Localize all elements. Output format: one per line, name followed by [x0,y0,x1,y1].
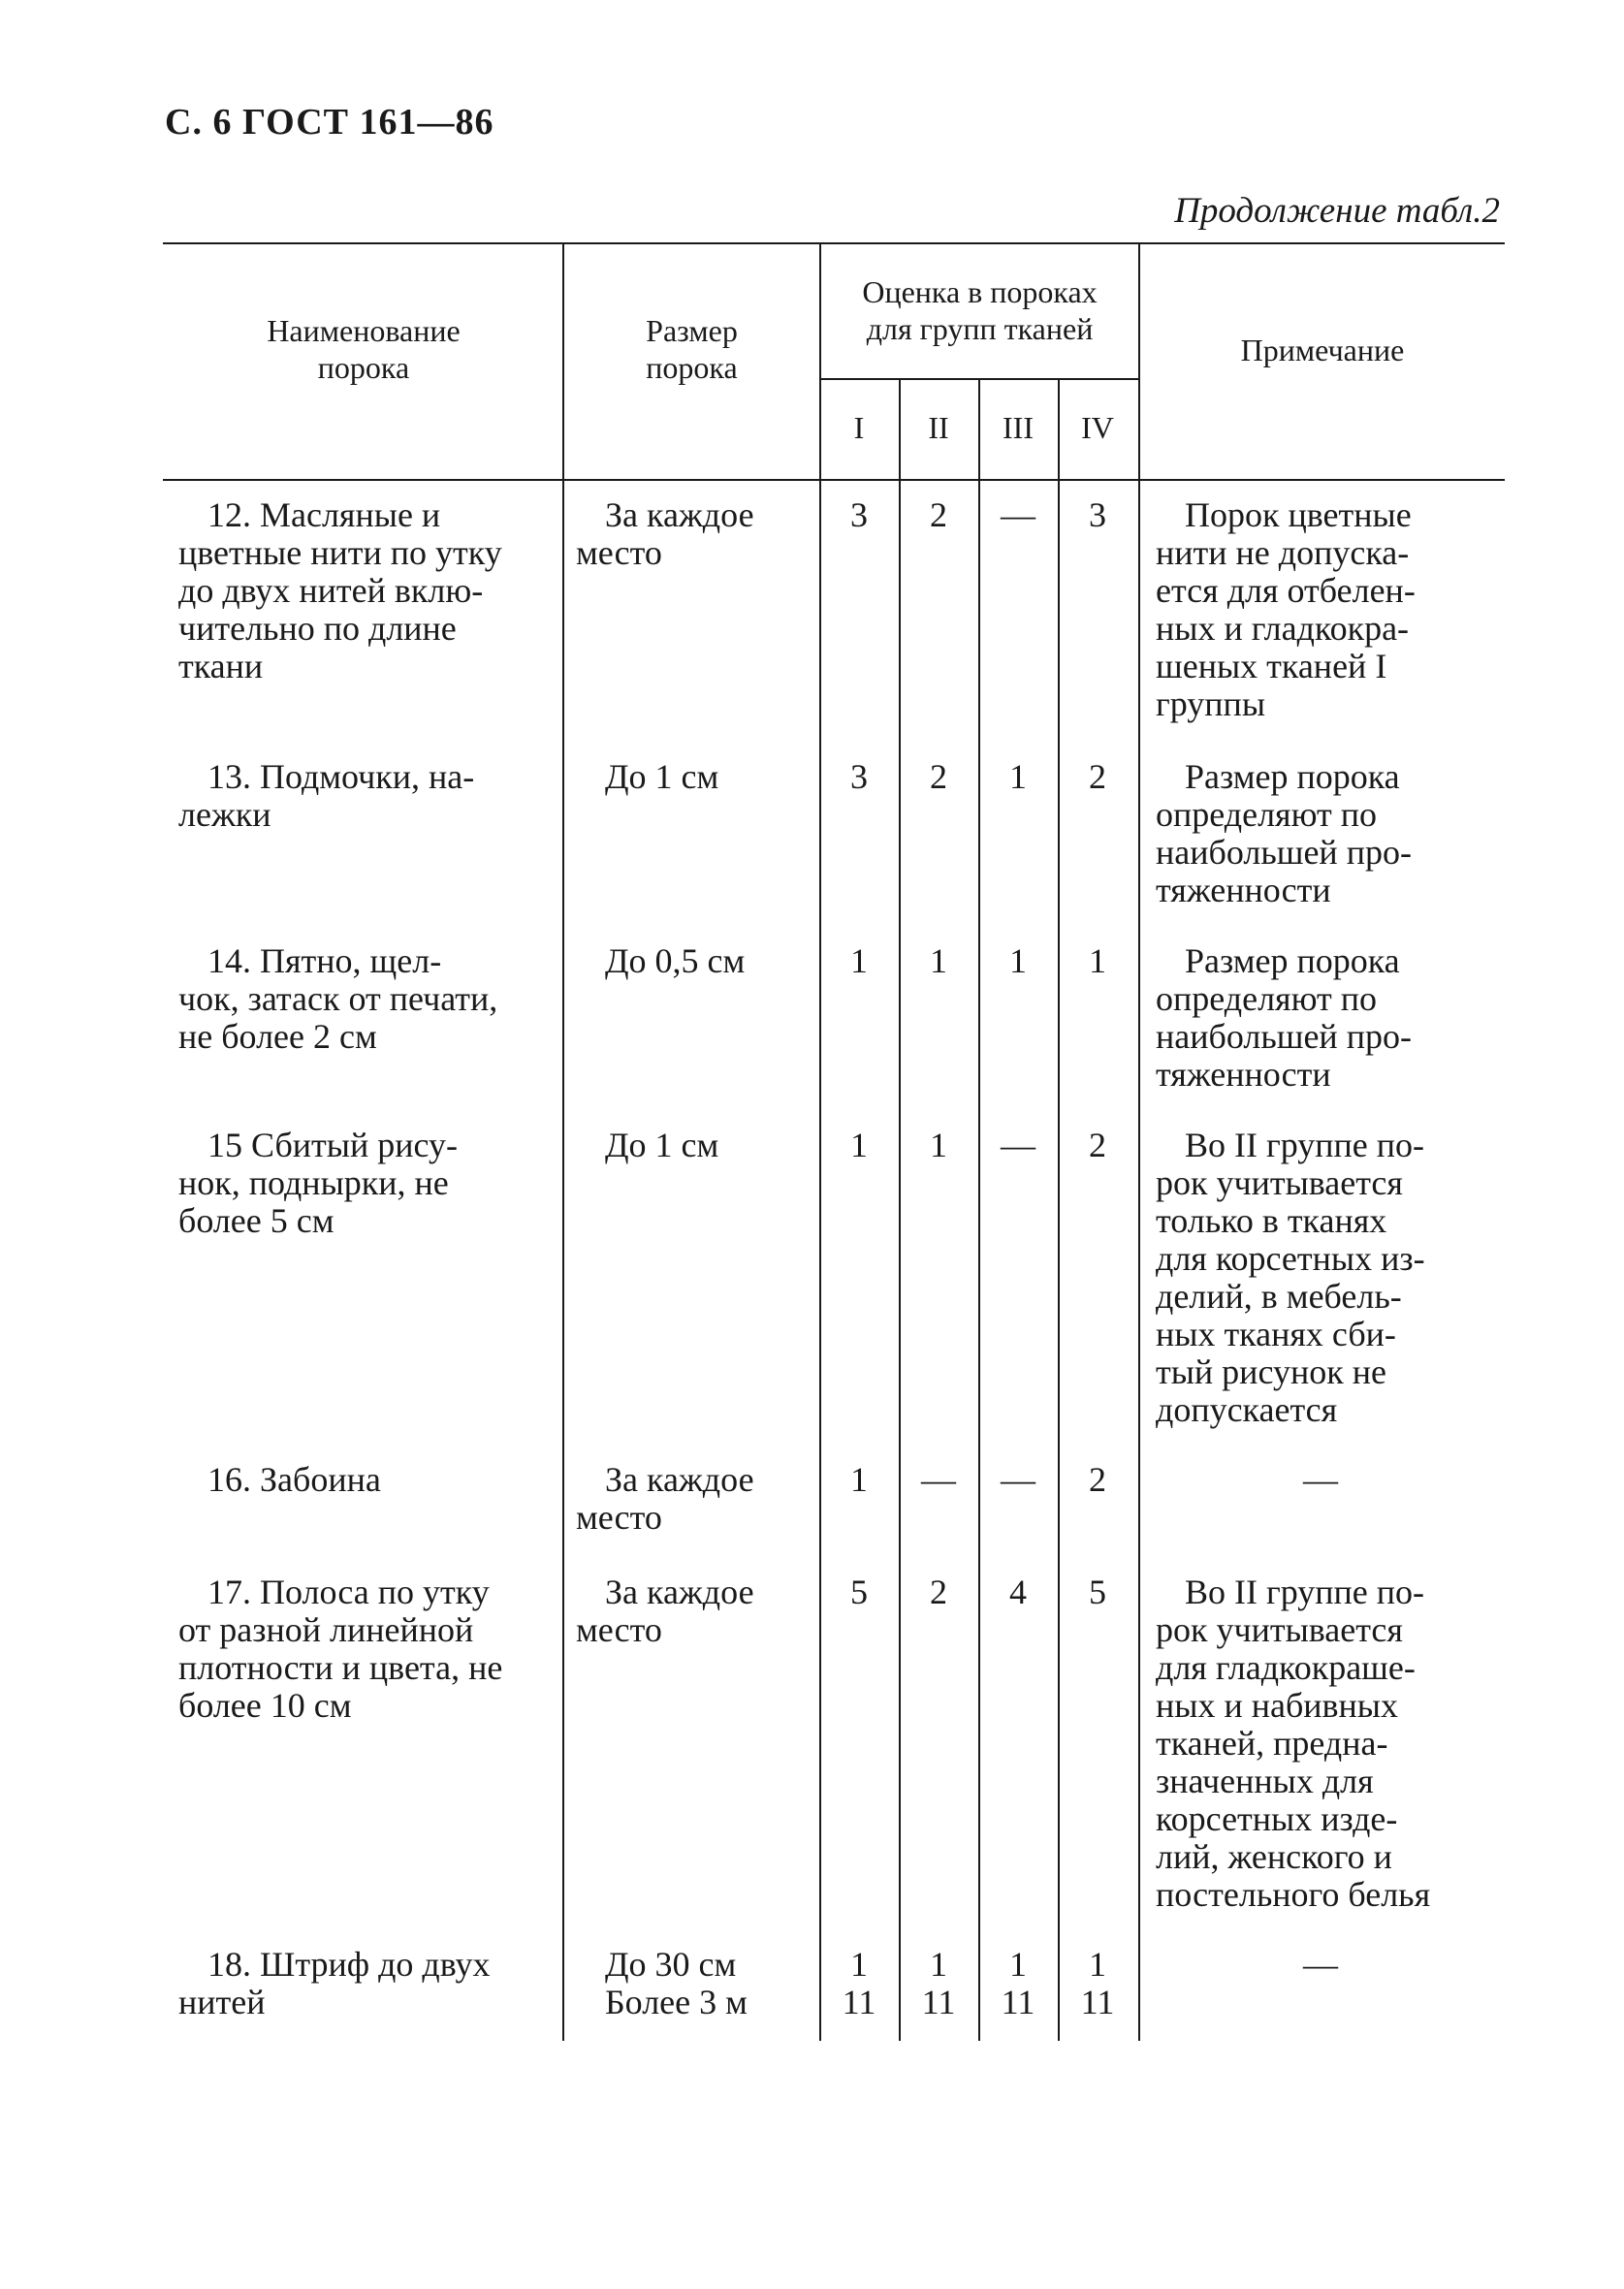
defect-name-line: 12. Масляные и [207,495,441,534]
defect-note-line: корсетных изде- [1156,1799,1398,1838]
defect-note-line: делий, в мебель- [1156,1277,1402,1316]
col-header-size-line: Размер [646,313,738,348]
defect-name-line: чок, затаск от печати, [178,979,498,1018]
defect-note-line: группы [1156,684,1266,723]
defect-note-line: — [1303,1460,1338,1499]
defect-note [1156,1574,1485,1914]
defect-size [576,942,805,980]
col-header-assessment [821,273,1138,347]
col-header-note: Примечание [1240,333,1405,367]
defect-note-line: шеных тканей I [1156,647,1387,685]
defect-name-line: 16. Забоина [207,1460,381,1499]
group-2-score: — [921,1460,956,1499]
group-1-score: 1 [850,1460,868,1499]
defect-name [178,1574,555,1725]
defect-note-line: рок учитывается [1156,1163,1403,1202]
defect-name-line: ткани [178,647,264,685]
defect-name-line: не более 2 см [178,1017,377,1056]
col-header-name-line: Наименование [267,313,461,348]
defect-size-line: До 1 см [605,757,719,796]
group-4-score: 5 [1089,1573,1106,1611]
group-2-score: 1 [930,941,947,980]
group-1-score: 3 [850,495,868,534]
col-header-size [564,312,819,386]
defect-name [178,1461,555,1499]
defect-note-line: Размер порока [1185,941,1400,980]
col-divider-group-2-3 [978,378,980,2041]
defect-name [178,1946,555,2021]
defect-size-line: За каждое [605,495,754,534]
defect-note-line: рок учитывается [1156,1610,1403,1649]
defect-note-line: — [1303,1945,1338,1984]
defect-size-line: место [576,533,662,572]
defect-note-line: наибольшей про- [1156,1017,1412,1056]
defect-name [178,942,555,1056]
group-4-score: 3 [1089,495,1106,534]
col-header-name [165,312,562,386]
defect-note [1156,1127,1485,1429]
defect-note [1156,758,1485,909]
group-3-score: — [1001,495,1035,534]
defect-note-line: ется для отбелен- [1156,571,1416,610]
defect-size [576,496,805,572]
defect-note [1156,942,1485,1094]
group-3-score: 1 [1009,757,1027,796]
defect-note-line: лий, женского и [1156,1837,1392,1876]
group-4-score: 2 [1089,1126,1106,1164]
defect-size [576,1127,805,1164]
defect-name-line: от разной линейной [178,1610,474,1649]
col-header-assessment-line: для групп тканей [866,311,1094,346]
col-header-group-2: II [928,410,949,445]
table-continuation-label: Продолжение табл.2 [1174,191,1500,231]
group-3-score: — [1001,1126,1035,1164]
defect-note-line: Во II группе по- [1185,1573,1425,1611]
defect-note-line: тяженности [1156,1055,1331,1094]
defect-note-line: тый рисунок не [1156,1352,1386,1391]
defect-name-line: до двух нитей вклю- [178,571,484,610]
col-header-group-1: I [853,410,865,445]
defect-name-line: плотности и цвета, не [178,1648,503,1687]
defect-name-line: 13. Подмочки, на- [207,757,475,796]
group-1-score: 5 [850,1573,868,1611]
col-header-name-line: порока [317,350,410,385]
defect-size-line: место [576,1498,662,1537]
group-4-score: 1 11 [1080,1945,1115,2021]
defect-size [576,1946,805,2021]
group-3-score: 1 11 [1001,1945,1035,2021]
defect-name-line: 15 Сбитый рису- [207,1126,458,1164]
col-header-group-3: III [1003,410,1034,445]
defect-name [178,496,555,685]
page-header: С. 6 ГОСТ 161—86 [165,102,494,143]
defect-size-line: До 30 см [605,1945,737,1984]
defect-note-line: Порок цветные [1185,495,1412,534]
defect-name-line: чительно по длине [178,609,457,648]
defect-note-line: наибольшей про- [1156,833,1412,872]
group-2-score: 1 11 [921,1945,956,2021]
defect-size [576,1461,805,1537]
defect-name [178,758,555,834]
defect-note-line: ных тканях сби- [1156,1315,1396,1353]
defect-note-line: для гладкокраше- [1156,1648,1416,1687]
defect-size [576,1574,805,1649]
group-4-score: 2 [1089,1460,1106,1499]
group-3-score: — [1001,1460,1035,1499]
defect-name-line: 14. Пятно, щел- [207,941,442,980]
group-4-score: 2 [1089,757,1106,796]
defect-name-line: цветные нити по утку [178,533,502,572]
table-header-bottom-rule [163,479,1505,481]
group-3-score: 4 [1009,1573,1027,1611]
group-2-score: 2 [930,495,947,534]
col-header-size-line: порока [646,350,738,385]
defect-note-line: определяют по [1156,979,1378,1018]
defect-note-line: Во II группе по- [1185,1126,1425,1164]
group-1-score: 1 [850,941,868,980]
defect-size-line: За каждое [605,1460,754,1499]
defect-note-line: только в тканях [1156,1201,1387,1240]
defect-note [1156,1461,1485,1499]
group-1-score: 1 11 [842,1945,876,2021]
col-divider-group-1-2 [899,378,901,2041]
defect-size [576,758,805,796]
group-2-score: 2 [930,757,947,796]
defect-name-line: лежки [178,795,271,834]
col-divider-group-3-4 [1058,378,1060,2041]
defect-name-line: более 10 см [178,1686,352,1725]
defect-size-line: До 0,5 см [605,941,746,980]
group-4-score: 1 [1089,941,1106,980]
defect-name-line: 17. Полоса по утку [207,1573,490,1611]
defect-note-line: ных и гладкокра- [1156,609,1410,648]
defect-name-line: более 5 см [178,1201,334,1240]
defect-note-line: нити не допуска- [1156,533,1410,572]
group-3-score: 1 [1009,941,1027,980]
col-header-assessment-line: Оценка в пороках [862,274,1098,309]
defect-note-line: для корсетных из- [1156,1239,1425,1278]
defect-note-line: тканей, предна- [1156,1724,1388,1763]
defect-note-line: ных и набивных [1156,1686,1398,1725]
defect-size-line: До 1 см [605,1126,719,1164]
defect-name-line: нок, поднырки, не [178,1163,449,1202]
defect-note-line: значенных для [1156,1762,1374,1800]
group-2-score: 2 [930,1573,947,1611]
defect-note-line: постельного белья [1156,1875,1431,1914]
col-header-group-4: IV [1081,410,1114,445]
group-2-score: 1 [930,1126,947,1164]
group-1-score: 1 [850,1126,868,1164]
defect-size-line: Более 3 м [605,1983,748,2021]
defect-note-line: определяют по [1156,795,1378,834]
col-divider-name-size [562,242,564,2041]
defect-note-line: тяженности [1156,871,1331,909]
defect-name-line: нитей [178,1983,266,2021]
defect-size-line: место [576,1610,662,1649]
defect-note [1156,496,1485,723]
defect-name [178,1127,555,1240]
defect-note-line: допускается [1156,1390,1338,1429]
table-top-rule [163,242,1505,244]
defect-size-line: За каждое [605,1573,754,1611]
col-divider-groups-note [1138,242,1140,2041]
group-1-score: 3 [850,757,868,796]
defect-note [1156,1946,1485,1984]
defect-name-line: 18. Штриф до двух [207,1945,491,1984]
defect-note-line: Размер порока [1185,757,1400,796]
